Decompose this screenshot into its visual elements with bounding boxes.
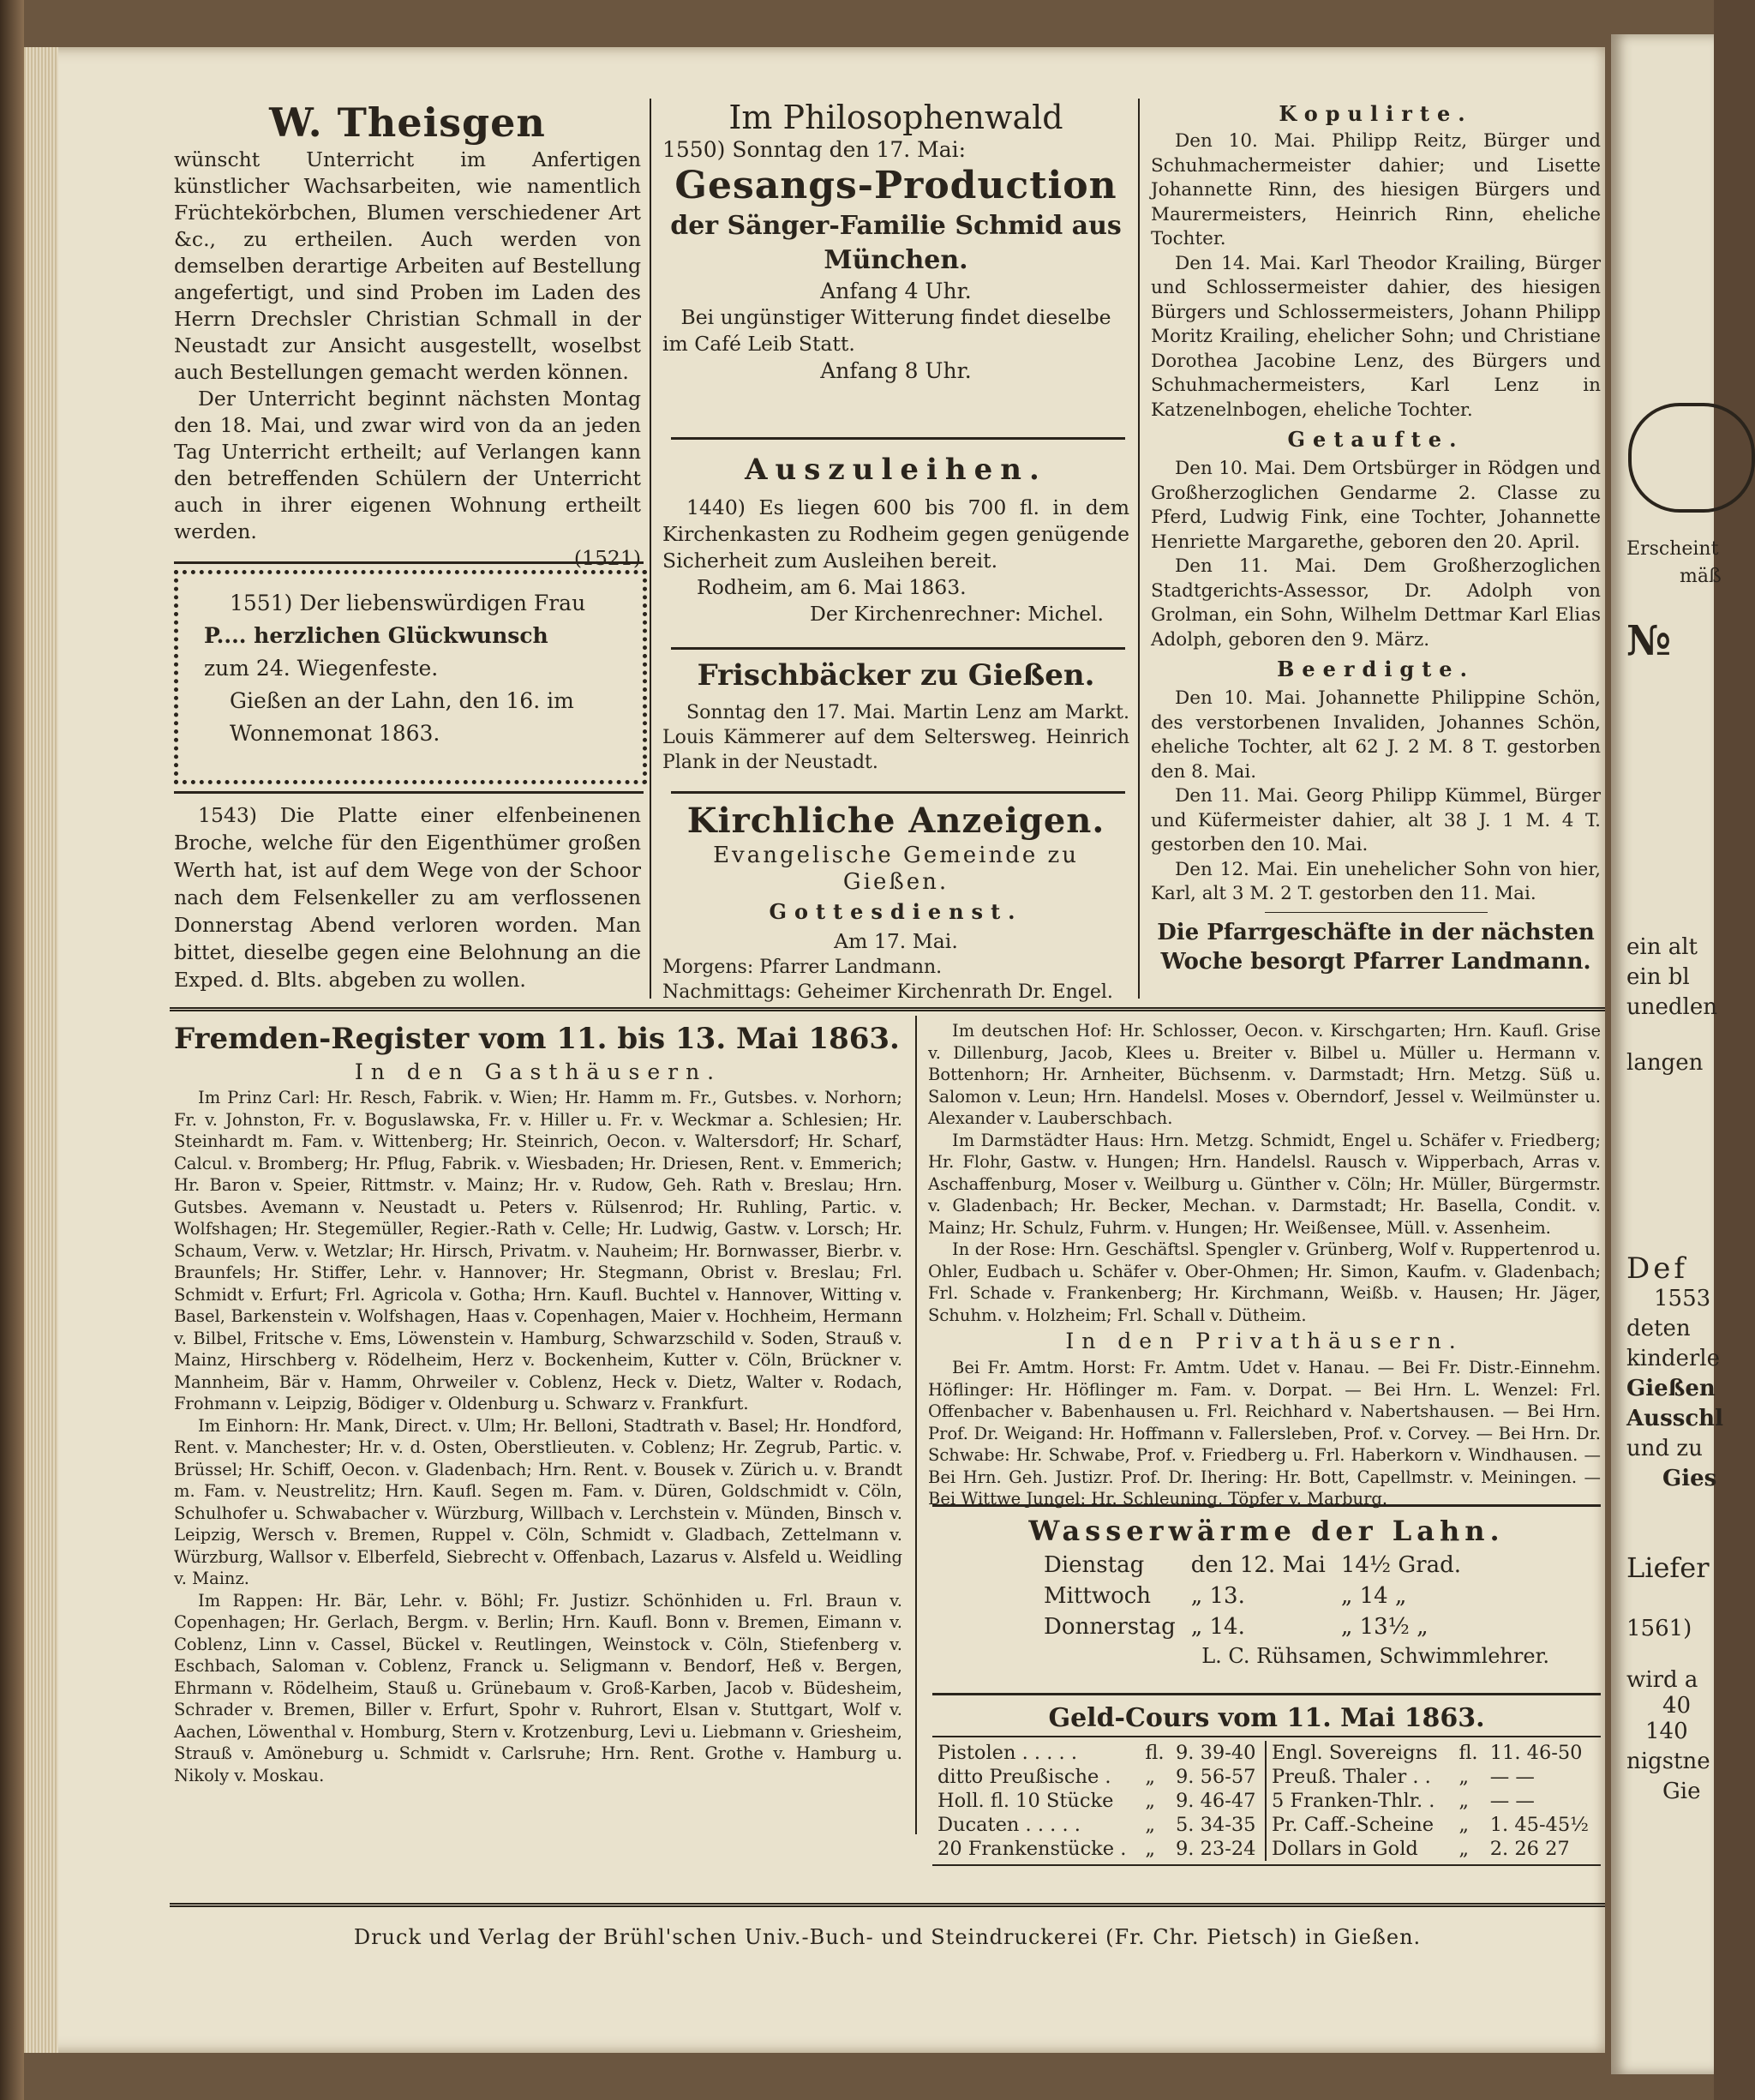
next-page-text: 140 [1645,1719,1688,1744]
cours-table-frame [932,1736,1601,1866]
theisgen-ref: (1521) [573,546,641,570]
next-page-text: № [1626,617,1672,665]
beerdigte-entry: Den 11. Mai. Georg Philipp Kümmel, Bürger und Küfermeister dahier, alt 38 J. 1 M. 4 T. gestorben den 10. Mai. [1151,785,1601,855]
wasser-date: „ 14. [1190,1614,1245,1640]
wasser-title: Wasserwärme der Lahn. [1028,1515,1505,1547]
philosophenwald-title: Im Philosophenwald [728,99,1063,136]
wasser-sign: L. C. Rühsamen, Schwimmlehrer. [1201,1644,1549,1668]
cours-name: ditto Preußische . [937,1766,1111,1788]
philosophenwald-line6: Anfang 8 Uhr. [820,358,972,383]
wasserwaerme [932,1513,1601,1670]
divider-line [671,791,1125,794]
next-page-text: Liefer [1626,1551,1710,1584]
cours-rate: 5. 34-35 [1175,1814,1256,1836]
wasser-value: 14½ Grad. [1340,1552,1461,1578]
next-page-text: Def [1626,1251,1688,1286]
cours-unit: „ [1145,1838,1156,1860]
fremden-paragraph: Im deutschen Hof: Hr. Schlosser, Oecon. v. Kirschgarten; Hrn. Kaufl. Grise v. Dillenburg, Jacob, Klees u. Breiter v. Bilbel u. Müller u. Hermann v. Bottenhorn; Hr. Arnheiter, Büchsenm. v. Darmstadt; Hrn. Metzg. Süß u. Salomon v. Leun; Hrn. Handelsl. Moses v. Oberndorf, Jessel v. Weilmünster u. Alexander v. Lauberschbach. [928,1021,1601,1128]
kirchliche-afternoon: Nachmittags: Geheimer Kirchenrath Dr. Engel. [662,981,1113,1003]
fremden-register [174,1020,902,1786]
next-page-text: Gießen [1626,1376,1716,1401]
cours-unit: „ [1145,1790,1156,1812]
cours-rate: 2. 26 27 [1489,1838,1570,1860]
column-left [174,99,641,572]
cours-unit: „ [1459,1814,1470,1836]
cours-table-right [1267,1741,1601,1861]
next-page-text: mäß [1680,566,1722,587]
platte-notice [174,801,641,993]
cours-unit: fl. [1145,1742,1165,1764]
next-page-text: Gie [1662,1779,1701,1804]
glueckwunsch-box [204,587,615,750]
wasser-row [1037,1551,1468,1580]
wasser-value: „ 14 „ [1340,1583,1407,1609]
cours-unit: „ [1145,1766,1156,1788]
auszuleihen-title: Auszuleihen. [745,453,1047,487]
wasser-table [1035,1549,1470,1643]
cours-rate: 9. 39-40 [1175,1742,1256,1764]
glueckwunsch-line4: Gießen an der Lahn, den 16. im [230,688,574,713]
glueckwunsch-line1: 1551) Der liebenswürdigen Frau [230,591,586,615]
cours-name: Preuß. Thaler . . [1272,1766,1431,1788]
cours-rate: 9. 46-47 [1175,1790,1256,1812]
next-page-text: ein bl [1626,964,1690,990]
gesangs-headline: Gesangs-Production [674,164,1117,207]
imprint-footer: Druck und Verlag der Brühl'schen Univ.-Buch- und Steindruckerei (Fr. Chr. Pietsch) in Gießen. [353,1925,1422,1949]
cours-title: Geld-Cours vom 11. Mai 1863. [1048,1703,1485,1733]
next-page-text: 1561) [1626,1616,1692,1641]
philosophenwald-line1: der Sänger-Familie Schmid aus [670,211,1122,241]
auszuleihen-notice [662,450,1129,627]
beerdigte-entry: Den 10. Mai. Johannette Philippine Schön, des verstorbenen Invaliden, Johannes Schön, eheliche Tochter, alt 62 J. 2 M. 8 T. gestorben den 8. Mai. [1151,687,1601,783]
wasser-date: den 12. Mai [1190,1552,1326,1578]
cours-unit: „ [1459,1766,1470,1788]
wasser-day: Dienstag [1044,1552,1145,1578]
next-page-text: wird a [1626,1667,1698,1693]
frischbaecker-notice [662,656,1129,775]
theisgen-body2: Der Unterricht beginnt nächsten Montag den 18. Mai, und zwar wird von da an jeden Tag Unterricht ertheilt; auf Verlangen kann den betreffenden Schülern der Unterricht auch in ihrer eigenen Wohnung ertheilt werden. [174,387,641,543]
next-page-text: nigstne [1626,1749,1710,1774]
cours-table-left [932,1741,1267,1861]
next-page-text: Ausschl [1626,1406,1723,1431]
masthead-ornament [1628,403,1755,513]
beerdigte-entry: Den 12. Mai. Ein unehelicher Sohn von hier, Karl, alt 3 M. 2 T. gestorben den 11. Mai. [1151,858,1601,904]
next-page-text: 1553 [1654,1286,1711,1311]
cours-rate: 9. 23-24 [1175,1838,1256,1860]
next-page-text: 40 [1662,1693,1692,1719]
beerdigte-title: Beerdigte. [1277,657,1475,681]
getaufte-entry: Den 10. Mai. Dem Ortsbürger in Rödgen und Großherzoglichen Gendarme 2. Classe zu Pferd, Ludwig Fink, eine Tochter, Johannette Henriette Margarethe, geboren den 20. April. [1151,458,1601,553]
divider-line [932,1504,1601,1507]
next-page-edge [1611,34,1723,2074]
section-rule [170,1903,1605,1907]
next-page-text: und zu [1626,1436,1703,1461]
cours-rate: 9. 56-57 [1175,1766,1256,1788]
cours-name: Ducaten . . . . . [937,1814,1081,1836]
frischbaecker-title: Frischbäcker zu Gießen. [697,658,1095,693]
privat-paragraph: Bei Fr. Amtm. Horst: Fr. Amtm. Udet v. Hanau. — Bei Fr. Distr.-Einnehm. Höflinger: Hr. Höflinger m. Fam. v. Dorpat. — Bei Hrn. L. Wenzel: Frl. Offenbacher v. Babenhausen u. Frl. Reichhard v. Nabertshausen. — Bei Hrn. Prof. Dr. Weigand: Hr. Hoffmann v. Fallersleben, Prof. v. Corvey. — Bei Hrn. Dr. Schwabe: Hr. Schwabe, Prof. v. Friedberg u. Frl. Haberkorn v. Windhausen. — Bei Hrn. Geh. Justizr. Prof. Dr. Ihering: Hr. Bott, Capellmstr. v. Meiningen. — Bei Wittwe Jungel: Hr. Schleuning, Töpfer v. Marburg. [928,1358,1601,1509]
divider-line [174,791,644,794]
section-rule [170,1007,1605,1011]
fremden-paragraph: Im Einhorn: Hr. Mank, Direct. v. Ulm; Hr. Belloni, Stadtrath v. Basel; Hr. Hondford, Rent. v. Manchester; Hr. v. d. Osten, Oberstlieuten. v. Coblenz; Hr. Zegrub, Partic. v. Brüssel; Hr. Schiff, Oecon. v. Gladenbach; Hrn. Rent. v. Bousek v. Zürich u. v. Brandt m. Fam. v. Neustrelitz; Hrn. Kaufl. Segen m. Fam. v. Düren, Goldschmidt v. Cöln, Schulhofer u. Schwabacher v. Würzburg, Willbach v. Lerchstein v. Münden, Binsch v. Leipzig, Wersch v. Bremen, Ruppel v. Cöln, Schmidt v. Gladbach, Zettelmann v. Würzburg, Wallsor v. Elberfeld, Siebrecht v. Offenbach, Lazarus v. Alsfeld u. Weidling v. Mainz. [174,1415,902,1588]
page-gutter [24,47,58,2053]
wasser-day: Donnerstag [1044,1614,1176,1640]
cours-unit: „ [1459,1790,1470,1812]
next-page-text: deten [1626,1316,1691,1341]
fremden-paragraph: Im Darmstädter Haus: Hrn. Metzg. Schmidt, Engel u. Schäfer v. Friedberg; Hr. Flohr, Gastw. v. Hungen; Hrn. Handelsl. Rausch v. Wipperbach, Arras v. Aschaffenburg, Moser v. Weilburg u. Günther v. Cöln; Hr. Müller, Bürgermstr. v. Gladenbach; Hr. Becker, Mechan. v. Darmstadt; Hr. Basella, Condit. v. Mainz; Hr. Schulz, Fuhrm. v. Hungen; Hr. Weißensee, Müll. v. Assenheim. [928,1130,1601,1238]
wasser-row [1037,1612,1468,1641]
cours-name: Pr. Caff.-Scheine [1272,1814,1435,1836]
cours-name: Engl. Sovereigns [1272,1742,1438,1764]
column-right [1151,99,1601,976]
fremden-paragraph: Im Rappen: Hr. Bär, Lehr. v. Böhl; Fr. Justizr. Schönhiden u. Frl. Braun v. Copenhagen; Hr. Gerlach, Bergm. v. Berlin; Hrn. Kaufl. Bonn v. Bremen, Eimann v. Coblenz, Linn v. Cassel, Bückel v. Reutlingen, Weinstock v. Cöln, Stiefenberg v. Eschbach, Saloman v. Coblenz, Franck u. Seligmann v. Bendorf, Heß v. Bergen, Ehrmann v. Rödelheim, Stauß u. Grünebaum v. Groß-Karben, Jacob v. Büdesheim, Schrader v. Bremen, Biller v. Erfurt, Spohr v. Ruhrort, Elsan v. Stuttgart, Wolf v. Aachen, Löwenthal v. Homburg, Stern v. Krotzenburg, Levi u. Liebmann v. Griesheim, Strauß v. Amöneburg u. Schmidt v. Carlsruhe; Hrn. Rent. Grothe v. Hamburg u. Nikoly v. Moskau. [174,1590,902,1785]
next-page-text: langen [1626,1050,1704,1076]
column-rule [650,99,651,999]
kopulirte-title: Kopulirte. [1279,101,1473,126]
frischbaecker-text: Sonntag den 17. Mai. Martin Lenz am Markt. Louis Kämmerer auf dem Seltersweg. Heinrich Plank in der Neustadt. [662,702,1129,773]
cours-rate: — — [1489,1790,1535,1812]
divider-line [671,437,1125,440]
fremden-paragraph: Im Prinz Carl: Hr. Resch, Fabrik. v. Wien; Hr. Hamm m. Fr., Gutsbes. v. Norhorn; Fr. v. Johnston, Fr. v. Boguslawska, Fr. v. Hiller u. Fr. v. Weckmar a. Schlesien; Hr. Steinhardt m. Fam. v. Wittenberg; Hr. Steinrich, Oecon. v. Waltersdorf; Hr. Scharf, Calcul. v. Bromberg; Hr. Pflug, Fabrik. v. Wiesbaden; Hr. Driesen, Rent. v. Emmerich; Hr. Baron v. Speier, Rittmstr. v. Mainz; Hr. v. Rudow, Geh. Rath v. Breslau; Hrn. Gutsbes. Avemann v. Neustadt u. Peters v. Rülsenrod; Hr. Ruhling, Partic. v. Wolfshagen; Hr. Stegemüller, Regier.-Rath v. Celle; Hr. Ludwig, Gastw. v. Lorsch; Hr. Schaum, Verw. v. Wetzlar; Hr. Hirsch, Privatm. v. Nauheim; Hr. Bornwasser, Bierbr. v. Braunfels; Hr. Stiffer, Lehr. v. Hannover; Hr. Stegmann, Obrist v. Breslau; Frl. Schmidt v. Erfurt; Frl. Agricola v. Gotha; Hrn. Kaufl. Buchtel v. Hannover, Witting v. Basel, Barkenstein v. Wolfshagen, Haas v. Copenhagen, Maier v. Hochheim, Hermann v. Bilbel, Fritsche v. Ems, Löwenstein v. Hamburg, Schwarzschild v. Soden, Strauß v. Mainz, Hirschberg v. Rödelheim, Herz v. Bockenheim, Kutter v. Cöln, Brückner v. Mannheim, Bär v. Hamm, Ohrweiler v. Coblenz, Heck v. Dietz, Walter v. Rodach, Frohmann v. Leipzig, Bödiger v. Oldenburg u. Schwarz v. Frankfurt. [174,1088,902,1413]
pfarr-notice: Die Pfarrgeschäfte in der nächsten Woche besorgt Pfarrer Landmann. [1157,919,1595,975]
left-book-edge [0,0,24,2100]
cours-name: 20 Frankenstücke . [937,1838,1127,1860]
cours-name: Pistolen . . . . . [937,1742,1077,1764]
cours-name: Dollars in Gold [1272,1838,1418,1860]
fremden-paragraph: In der Rose: Hrn. Geschäftsl. Spengler v. Grünberg, Wolf v. Ruppertenrod u. Ohler, Eudbach u. Schäfer v. Ober-Ohmen; Hr. Simon, Kaufm. v. Gladenbach; Frl. Schade v. Frankenberg; Hr. Kirchmann, Weißb. v. Hausen; Hr. Jäger, Schuhm. v. Holzheim; Frl. Schall v. Dütheim. [928,1239,1601,1325]
column-middle [662,99,1129,384]
divider-line [671,647,1125,650]
cours-rate: 1. 45-45½ [1489,1814,1589,1836]
kirchliche-sub: Evangelische Gemeinde zu Gießen. [713,843,1079,895]
cours-unit: „ [1459,1838,1470,1860]
newspaper-page [24,47,1605,2053]
cours-unit: fl. [1459,1742,1478,1764]
cours-rate: 11. 46-50 [1489,1742,1583,1764]
auszuleihen-text: 1440) Es liegen 600 bis 700 fl. in dem Kirchenkasten zu Rodheim gegen genügende Sicherheit zum Ausleihen bereit. [662,495,1129,573]
kirchliche-anzeigen [662,800,1129,1005]
cours-name: Holl. fl. 10 Stücke [937,1790,1114,1812]
divider-line [174,561,644,564]
kirchliche-morning: Morgens: Pfarrer Landmann. [662,957,943,978]
philosophenwald-line4: Bei ungünstiger Witterung findet dieselbe [680,305,1111,329]
next-page-text: unedlen [1626,994,1717,1020]
divider-line [932,1693,1601,1695]
auszuleihen-place: Rodheim, am 6. Mai 1863. [697,575,967,599]
next-page-text: ein alt [1626,934,1698,960]
philosophenwald-sub: 1550) Sonntag den 17. Mai: [662,137,967,162]
kopulirte-entry: Den 10. Mai. Philipp Reitz, Bürger und Schuhmachermeister dahier; und Lisette Johannette Rinn, des hiesigen Bürgers und Maurermeisters, Heinrich Rinn, eheliche Tochter. [1151,130,1601,249]
next-page-text: Gies [1662,1466,1717,1491]
auszuleihen-sign: Der Kirchenrechner: Michel. [810,602,1104,626]
wasser-date: „ 13. [1190,1583,1245,1609]
getaufte-entry: Den 11. Mai. Dem Großherzoglichen Stadtgerichts-Assessor, Dr. Adolph von Grolman, ein Sohn, Wilhelm Dettmar Karl Elias Adolph, geboren den 9. März. [1151,555,1601,651]
gasthaeuser-title: In den Gasthäusern. [354,1059,722,1084]
kirchliche-date: Am 17. Mai. [834,929,958,953]
cours-unit: „ [1145,1814,1156,1836]
next-page-text: kinderle [1626,1346,1720,1371]
gottesdienst-title: Gottesdienst. [769,899,1023,924]
fremden-register-col2 [928,1020,1601,1510]
theisgen-body: wünscht Unterricht im Anfertigen künstlicher Wachsarbeiten, wie namentlich Früchtekörbchen, Blumen verschiedener Art &c., zu ertheilen. Auch werden von demselben derartige Arbeiten auf Bestellung angefertigt, und sind Proben im Laden des Herrn Drechsler Christian Schmall in der Neustadt zur Ansicht ausgestellt, woselbst auch Bestellungen gemacht werden können. [174,147,641,384]
cours-rate: — — [1489,1766,1535,1788]
kirchliche-title: Kirchliche Anzeigen. [686,801,1105,841]
fremden-title: Fremden-Register vom 11. bis 13. Mai 1863. [174,1022,900,1056]
cours-name: 5 Franken-Thlr. . [1272,1790,1435,1812]
glueckwunsch-line2: P.... herzlichen Glückwunsch [204,623,548,648]
divider-line [1265,912,1488,913]
platte-text: 1543) Die Platte einer elfenbeinenen Broche, welche für den Eigenthümer großen Werth hat, ist auf dem Wege von der Schoor nach dem Felsenkeller zu am verflossenen Donnerstag Abend verloren worden. Man bittet, dieselbe gegen eine Belohnung an die Exped. d. Blts. abgeben zu wollen. [174,803,641,992]
column-rule [1138,99,1140,999]
theisgen-title: W. Theisgen [269,99,546,146]
kopulirte-entry: Den 14. Mai. Karl Theodor Krailing, Bürger und Schlossermeister dahier, des hiesigen Bürgers und Schlossermeisters, Johann Philipp Moritz Krailing, ehelicher Sohn; und Christiane Dorothea Jacobine Lenz, des Bürgers und Schuhmachermeisters, Karl Lenz in Katzenelnbogen, eheliche Tochter. [1151,252,1601,421]
glueckwunsch-line5: Wonnemonat 1863. [230,721,440,746]
next-page-text: Erscheint [1626,538,1719,560]
column-rule [915,1016,917,1834]
getaufte-title: Getaufte. [1287,427,1464,452]
wasser-value: „ 13½ „ [1340,1614,1429,1640]
geld-cours [932,1701,1601,1866]
wasser-row [1037,1581,1468,1611]
philosophenwald-line5: im Café Leib Statt. [662,332,855,356]
wasser-day: Mittwoch [1044,1583,1152,1609]
philosophenwald-line3: Anfang 4 Uhr. [820,279,972,303]
philosophenwald-line2: München. [824,245,968,275]
privathaeuser-title: In den Privathäusern. [1065,1329,1464,1353]
glueckwunsch-line3: zum 24. Wiegenfeste. [204,656,439,681]
